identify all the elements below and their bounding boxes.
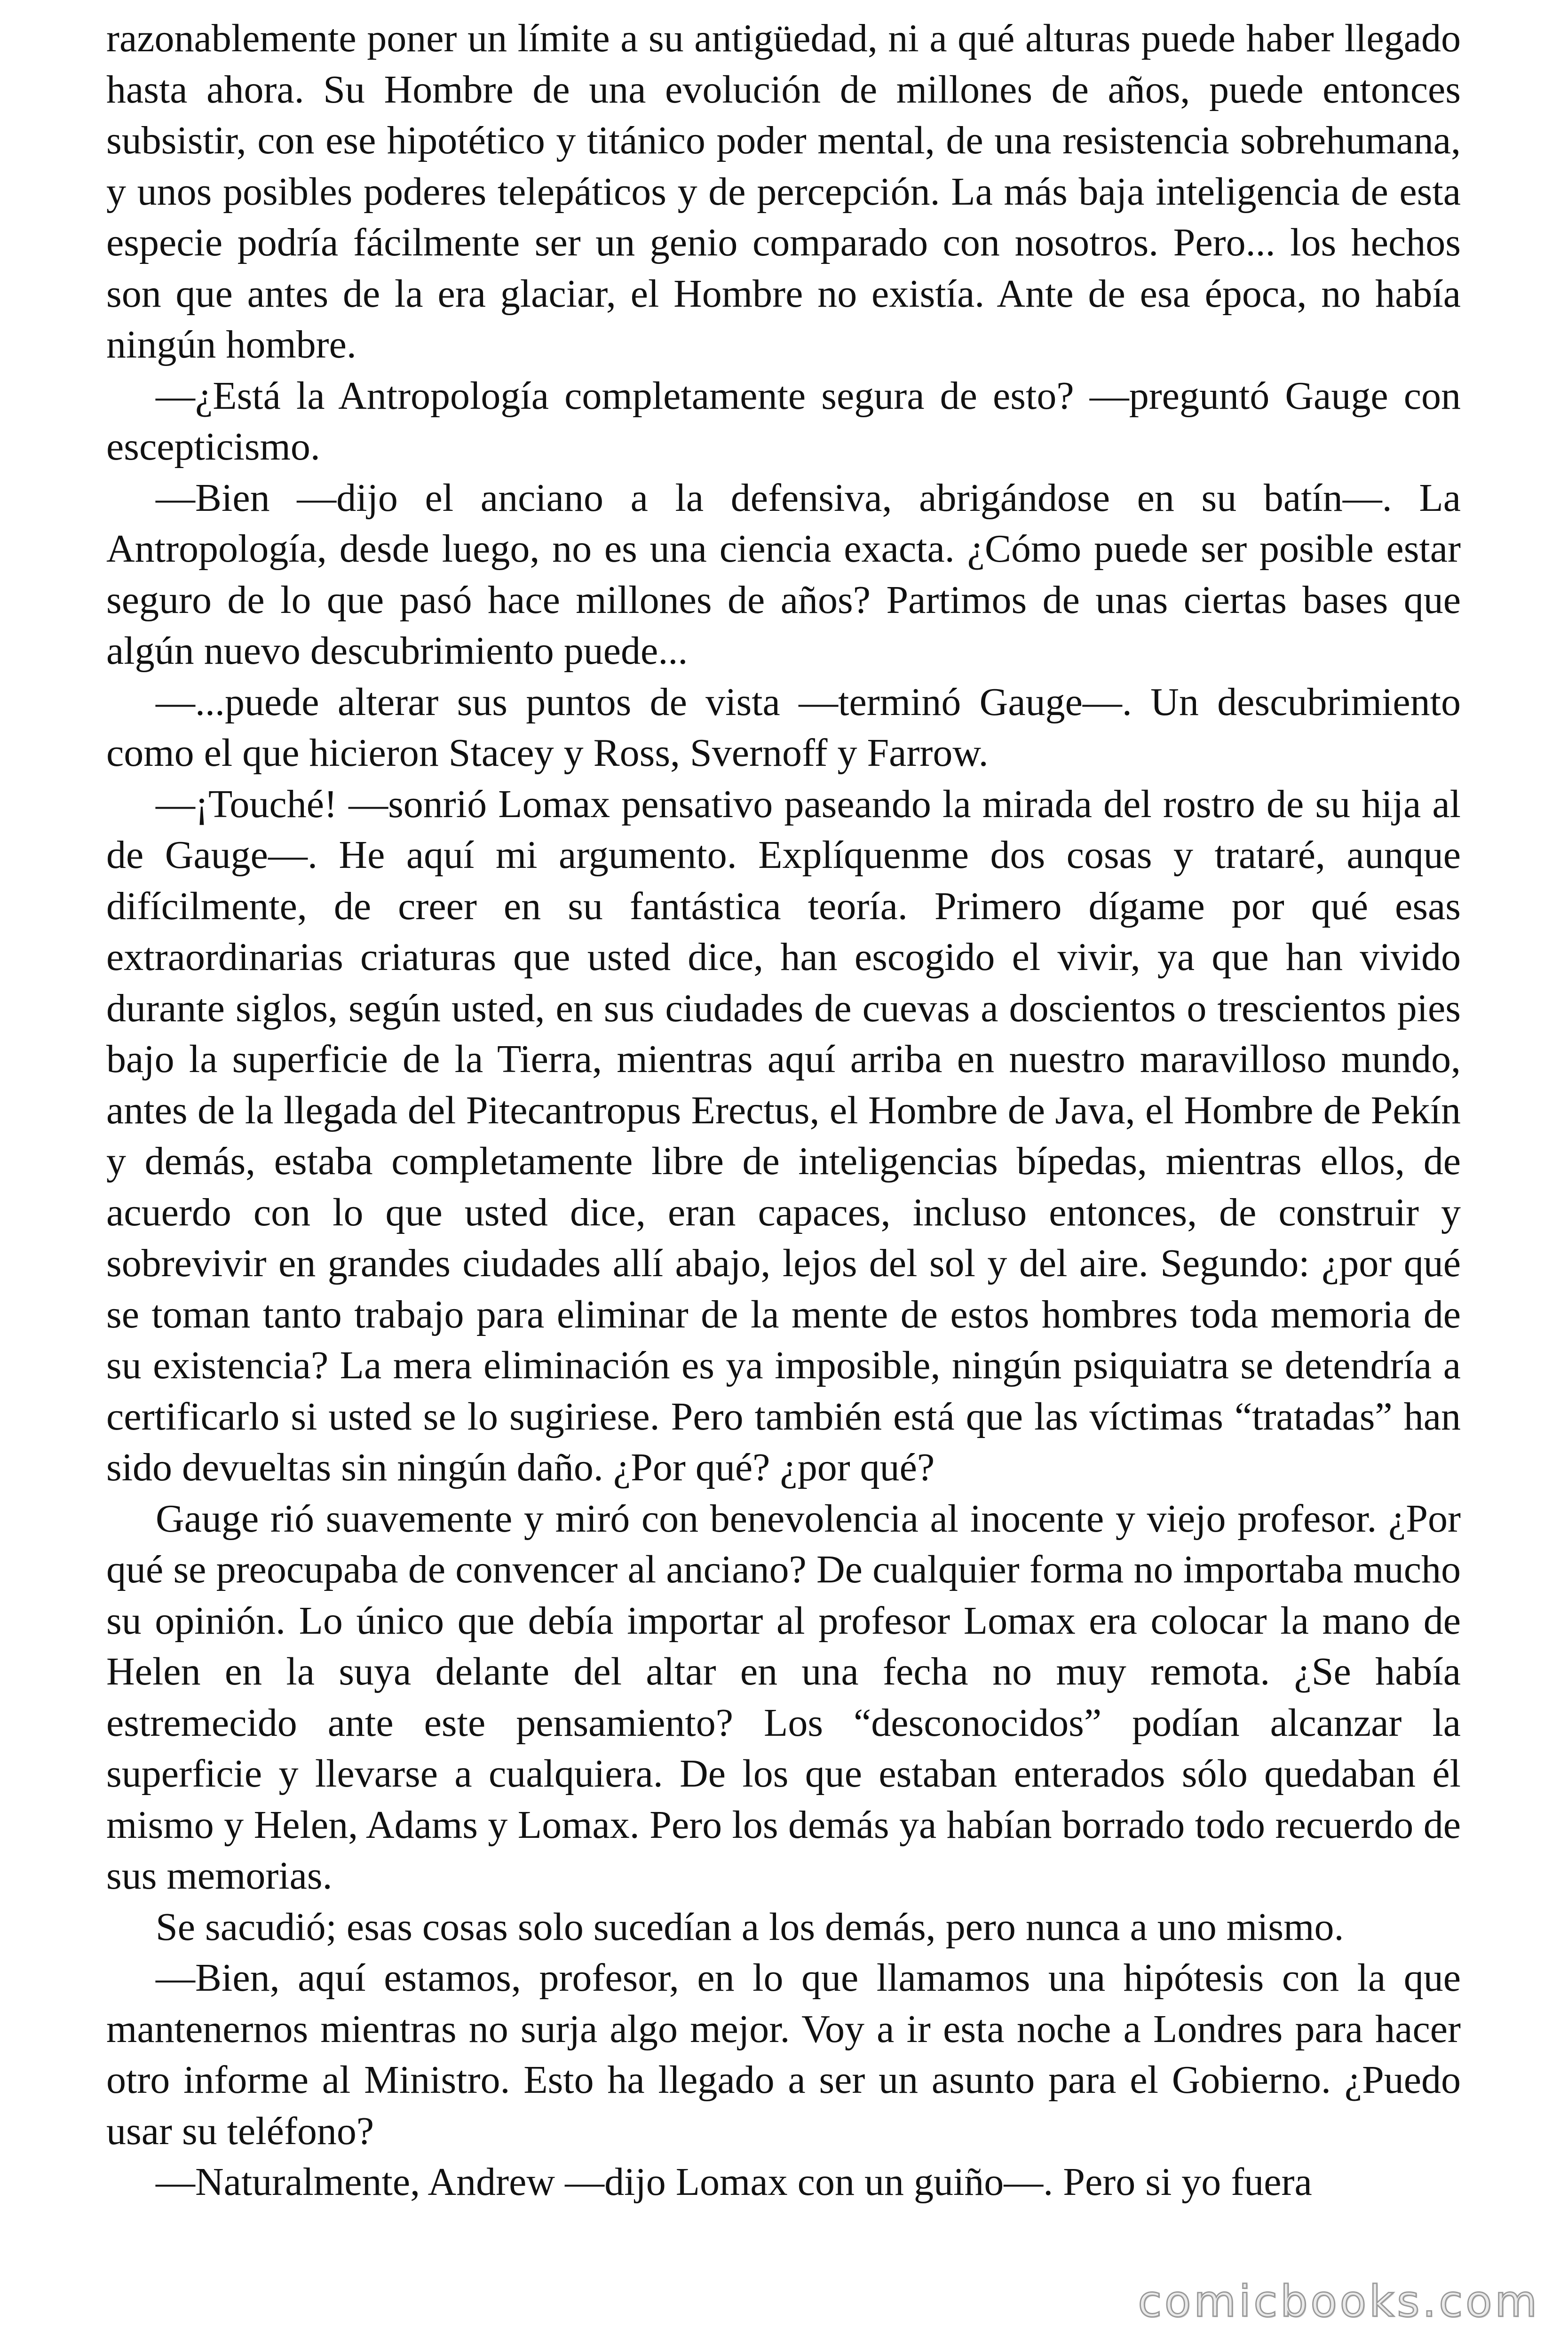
paragraph-dialogue-lomax-argument: —¡Touché! —sonrió Lomax pensativo paseando la mirada del rostro de su hija al de Gauge—. He aquí mi argumento. Explíquenme dos cosas y trataré, aunque difícilmente, de creer en su fantástica teoría. Primero dígame por qué esas extraordinarias criaturas que usted dice, han escogido el vivir, ya que han vivido durante siglos, según usted, en sus ciudades de cuevas a doscientos o trescientos pies bajo la superficie de la Tierra, mientras aquí arriba en nuestro maravilloso mundo, antes de la llegada del Pitecantropus Erectus, el Hombre de Java, el Hombre de Pekín y demás, estaba completamente libre de inteligencias bípedas, mientras ellos, de acuerdo con lo que usted dice, eran capaces, incluso entonces, de construir y sobrevivir en grandes ciudades allí abajo, lejos del sol y del aire. Segundo: ¿por qué se toman tanto trabajo para eliminar de la mente de estos hombres toda memoria de su existencia? La mera eliminación es ya imposible, ningún psiquiatra se detendría a certificarlo si usted se lo sugiriese. Pero también está que las víctimas “tratadas” han sido devueltas sin ningún daño. ¿Por qué? ¿por qué? bbox=[106, 782, 1461, 1489]
paragraph-dialogue-gauge-question: —¿Está la Antropología completamente segura de esto? —preguntó Gauge con escepticismo. bbox=[106, 373, 1461, 469]
paragraph-gauge-shakes: Se sacudió; esas cosas solo sucedían a los demás, pero nunca a uno mismo. bbox=[156, 1905, 1344, 1949]
paragraph-dialogue-gauge-telephone: —Bien, aquí estamos, profesor, en lo que llamamos una hipótesis con la que mantenernos mientras no surja algo mejor. Voy a ir esta noche a Londres para hacer otro informe al Ministro. Esto ha llegado a ser un asunto para el Gobierno. ¿Puedo usar su teléfono? bbox=[106, 1956, 1461, 2153]
paragraph-continuation: razonablemente poner un límite a su antigüedad, ni a qué alturas puede haber llegado hasta ahora. Su Hombre de una evolución de millones de años, puede entonces subsistir, con ese hipotético y titánico poder mental, de una resistencia sobrehumana, y unos posibles poderes telepáticos y de percepción. La más baja inteligencia de esta especie podría fácilmente ser un genio comparado con nosotros. Pero... los hechos son que antes de la era glaciar, el Hombre no existía. Ante de esa época, no había ningún hombre. bbox=[106, 16, 1461, 366]
paragraph-dialogue-lomax-defense: —Bien —dijo el anciano a la defensiva, abrigándose en su batín—. La Antropología, desde luego, no es una ciencia exacta. ¿Cómo puede ser posible estar seguro de lo que pasó hace millones de años? Partimos de unas ciertas bases que algún nuevo descubrimiento puede... bbox=[106, 476, 1461, 673]
paragraph-dialogue-gauge-discovery: —...puede alterar sus puntos de vista —terminó Gauge—. Un descubrimiento como el que hicieron Stacey y Ross, Svernoff y Farrow. bbox=[106, 680, 1461, 775]
page-body-text bbox=[106, 13, 1461, 2208]
watermark-logo: comicbooks.com bbox=[1138, 2276, 1540, 2327]
paragraph-gauge-reflection: Gauge rió suavemente y miró con benevolencia al inocente y viejo profesor. ¿Por qué se preocupaba de convencer al anciano? De cualquier forma no importaba mucho su opinión. Lo único que debía importar al profesor Lomax era colocar la mano de Helen en la suya delante del altar en una fecha no muy remota. ¿Se había estremecido ante este pensamiento? Los “desconocidos” podían alcanzar la superficie y llevarse a cualquiera. De los que estaban enterados sólo quedaban él mismo y Helen, Adams y Lomax. Pero los demás ya habían borrado todo recuerdo de sus memorias. bbox=[106, 1496, 1461, 1898]
paragraph-dialogue-lomax-reply: —Naturalmente, Andrew —dijo Lomax con un guiño—. Pero si yo fuera bbox=[156, 2160, 1312, 2204]
